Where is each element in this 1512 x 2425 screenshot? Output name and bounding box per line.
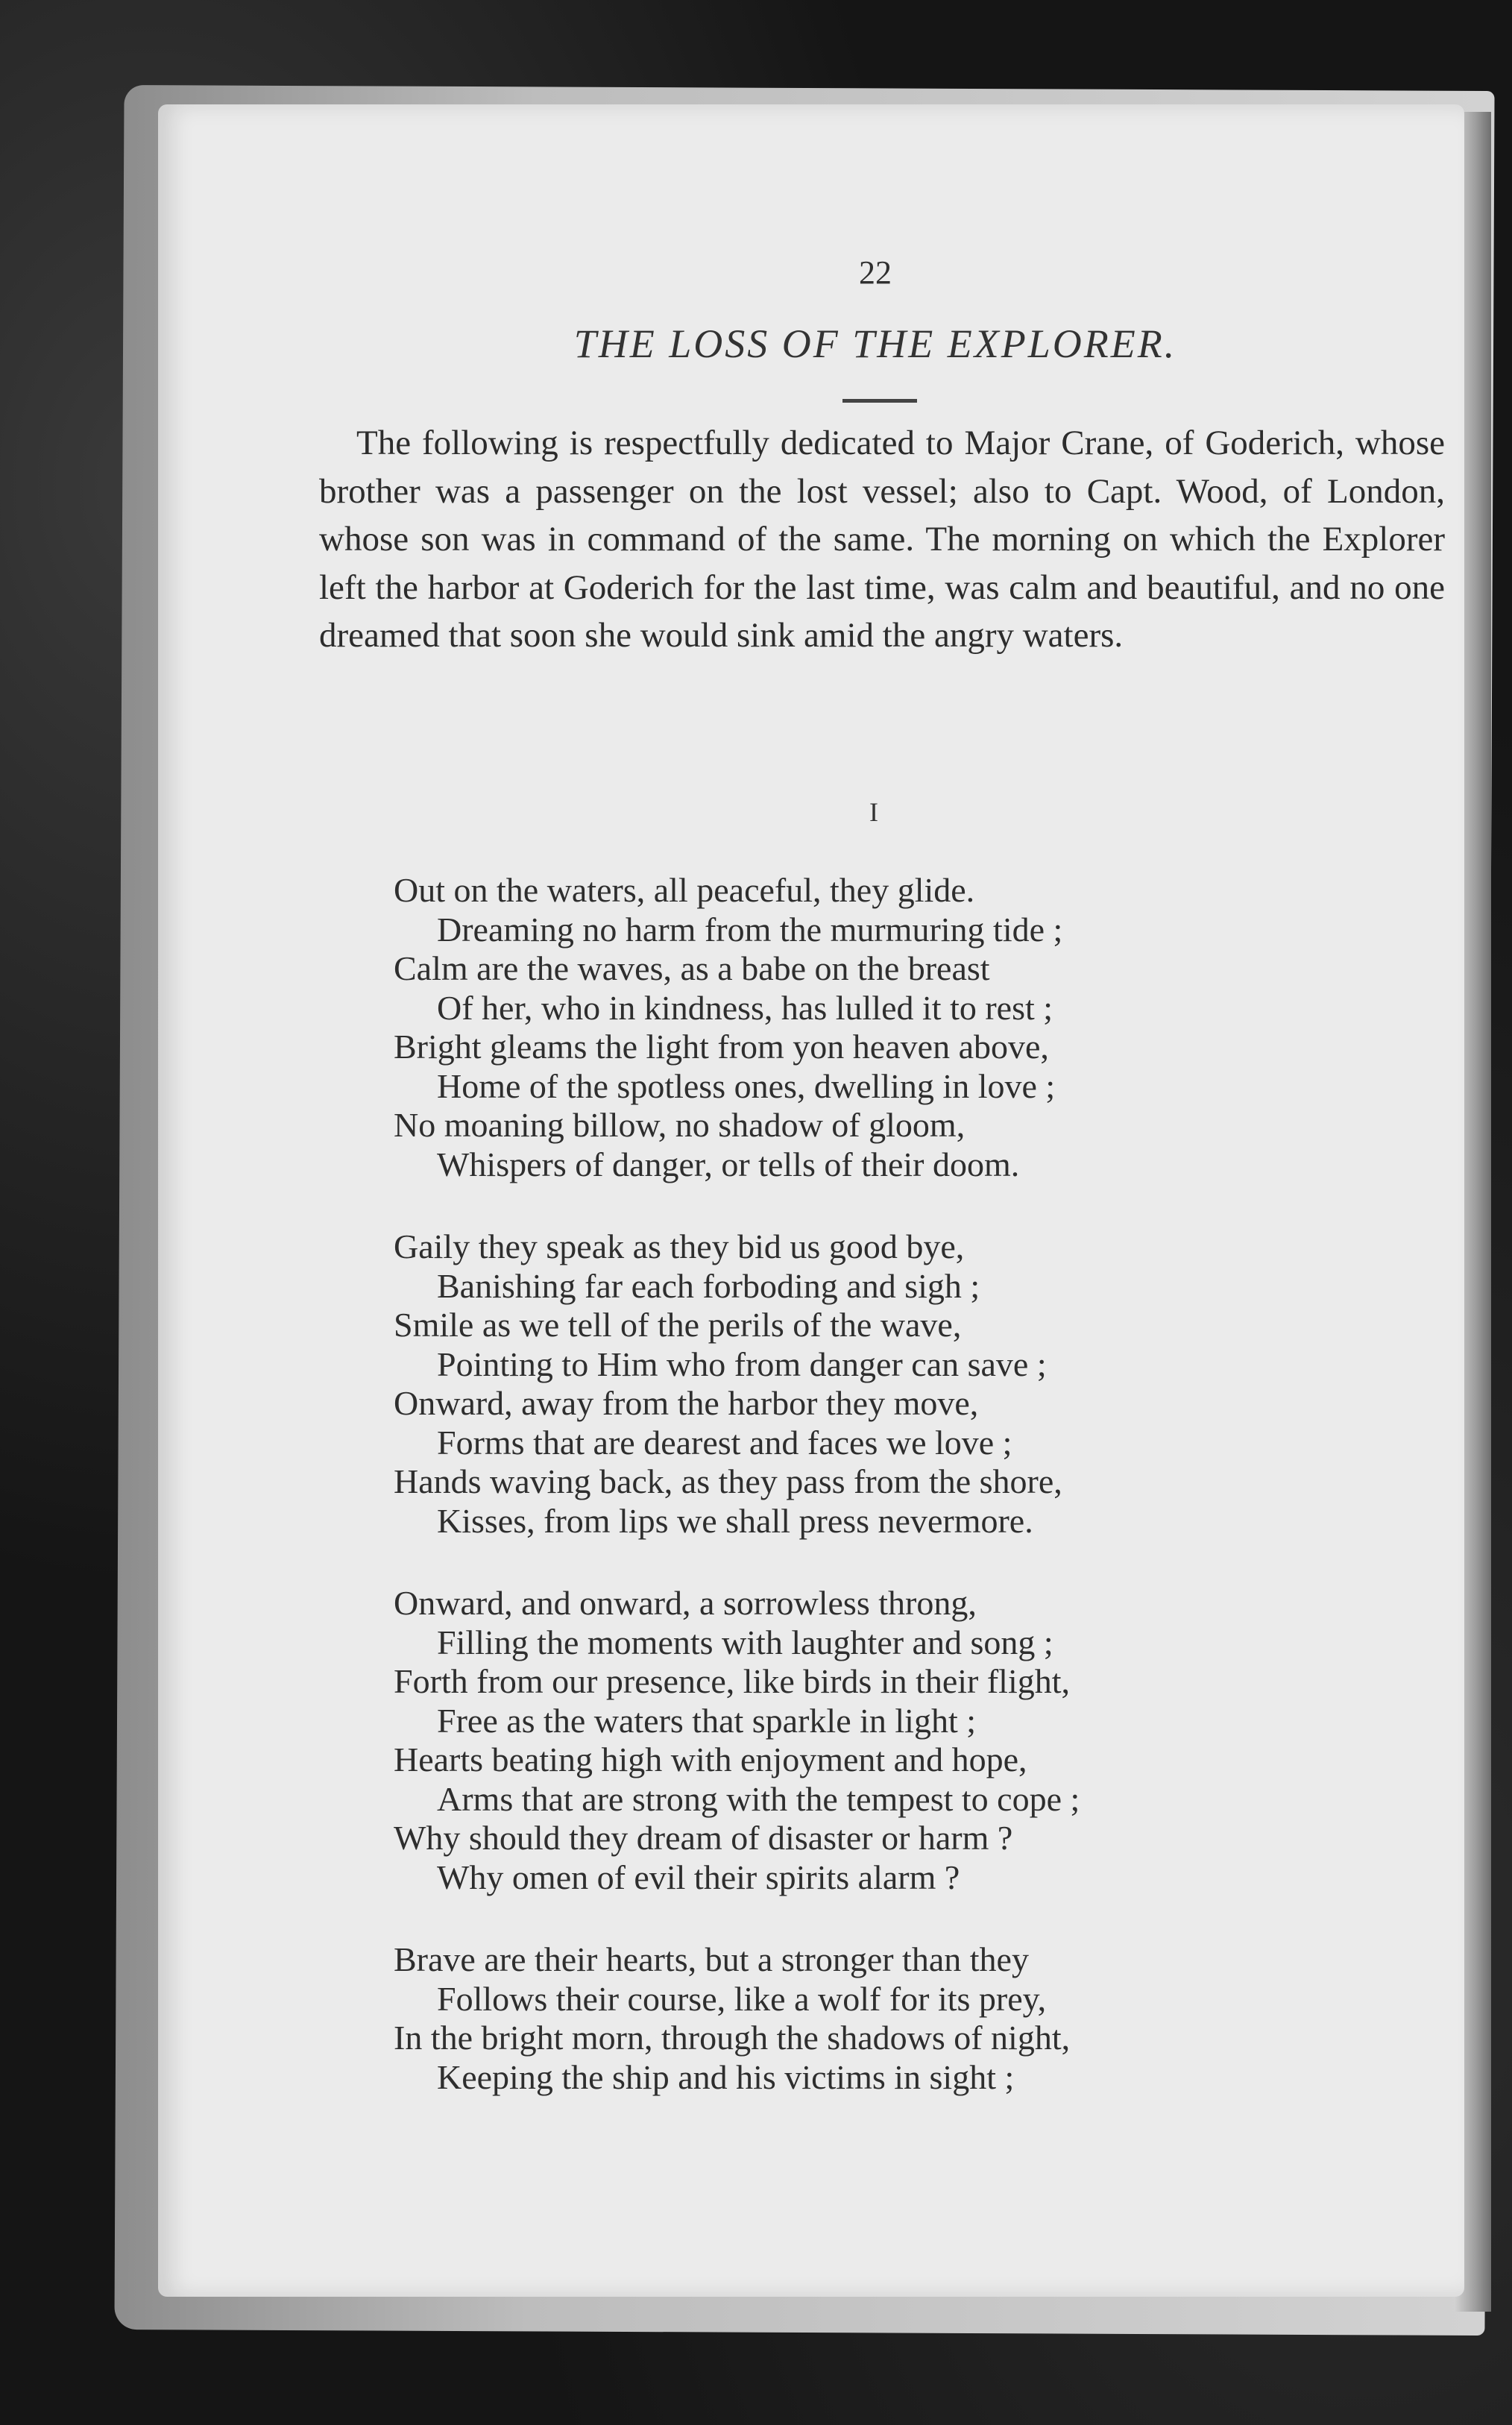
poem-line: In the bright morn, through the shadows of night,	[394, 2019, 1071, 2057]
section-numeral: I	[869, 797, 878, 827]
poem-line: Of her, who in kindness, has lulled it to rest ;	[437, 988, 1053, 1027]
stanza-4	[394, 1940, 1452, 2097]
poem-line: Forms that are dearest and faces we love ;	[437, 1423, 1012, 1462]
poem-line: Out on the waters, all peaceful, they glide.	[394, 871, 975, 909]
poem-line: Onward, away from the harbor they move,	[394, 1384, 979, 1422]
stanza-1	[394, 871, 1452, 1184]
poem-line: Kisses, from lips we shall press nevermore.	[437, 1501, 1033, 1540]
dedication-paragraph: The following is respectfully dedicated to Major Crane, of Goderich, whose brother was a passenger on the lost vessel; also to Capt. Wood, of London, whose son was in command of the same. The morning on which the Explorer left the harbor at Goderich for the last time, was calm and beautiful, and no one dreamed that soon she would sink amid the angry waters.	[319, 424, 1445, 655]
poem-line: Banishing far each forboding and sigh ;	[437, 1266, 980, 1305]
poem-line: Home of the spotless ones, dwelling in love ;	[437, 1066, 1056, 1105]
poem-line: Smile as we tell of the perils of the wave,	[394, 1306, 962, 1344]
poem-line: Bright gleams the light from yon heaven above,	[394, 1028, 1049, 1066]
poem-title: THE LOSS OF THE EXPLORER.	[573, 321, 1177, 366]
poem-line: Hearts beating high with enjoyment and hope,	[394, 1740, 1027, 1778]
poem-line: Calm are the waves, as a babe on the breast	[394, 949, 990, 987]
poem-line: Forth from our presence, like birds in their flight,	[394, 1662, 1071, 1700]
poem-line: Keeping the ship and his victims in sight ;	[437, 2057, 1015, 2096]
poem-line: Hands waving back, as they pass from the shore,	[394, 1462, 1062, 1500]
stanza-3	[394, 1584, 1452, 1897]
poem-line: Gaily they speak as they bid us good bye,	[394, 1227, 965, 1265]
stanza-2	[394, 1227, 1452, 1541]
poem-line: Why omen of evil their spirits alarm ?	[437, 1858, 960, 1896]
poem-line: Brave are their hearts, but a stronger than they	[394, 1940, 1029, 1978]
poem-line: Onward, and onward, a sorrowless throng,	[394, 1584, 977, 1622]
poem-line: Why should they dream of disaster or harm ?	[394, 1819, 1013, 1857]
poem-line: No moaning billow, no shadow of gloom,	[394, 1106, 966, 1144]
title-rule	[842, 399, 917, 403]
poem-line: Whispers of danger, or tells of their doom.	[437, 1145, 1020, 1183]
poem-line: Arms that are strong with the tempest to cope ;	[437, 1779, 1080, 1818]
page-number: 22	[859, 254, 892, 291]
poem-body	[394, 871, 1452, 2140]
poem-line: Free as the waters that sparkle in light ;	[437, 1701, 977, 1740]
poem-line: Pointing to Him who from danger can save ;	[437, 1344, 1047, 1383]
poem-line: Follows their course, like a wolf for its prey,	[437, 1979, 1047, 2018]
poem-line: Dreaming no harm from the murmuring tide ;	[437, 910, 1063, 949]
poem-line: Filling the moments with laughter and song ;	[437, 1623, 1053, 1661]
